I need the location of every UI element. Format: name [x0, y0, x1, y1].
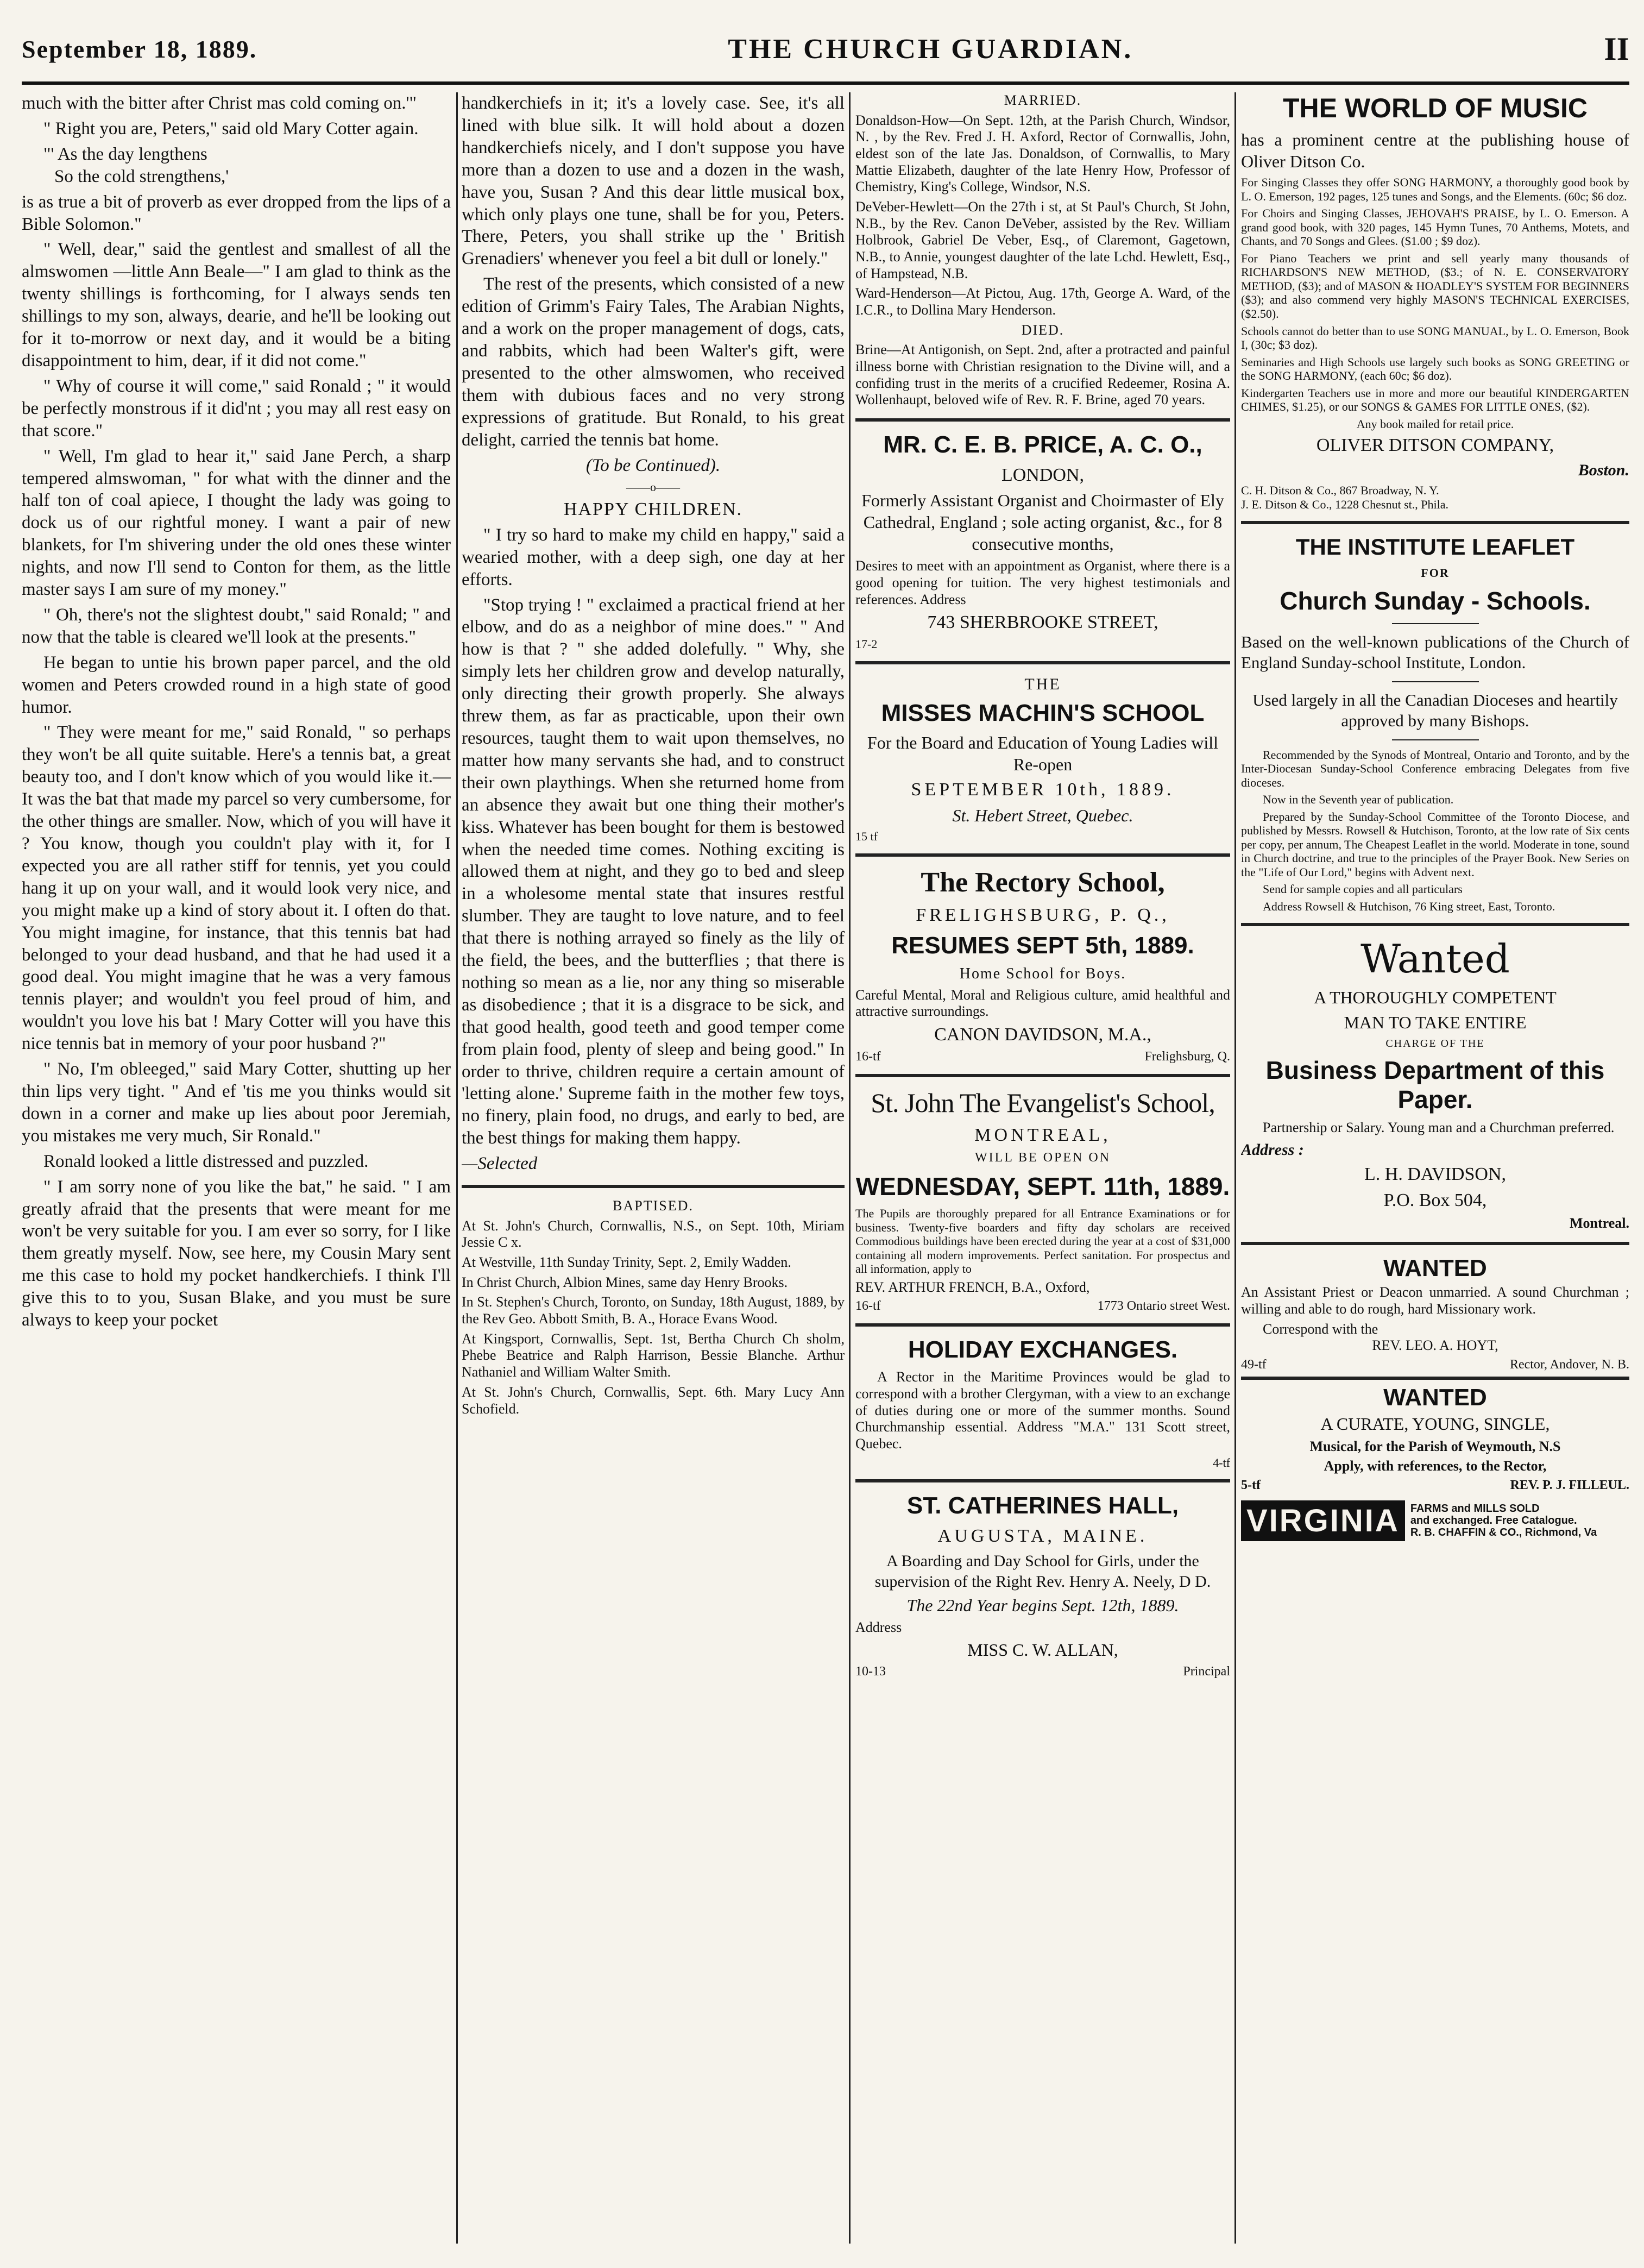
advert-text: A Boarding and Day School for Girls, under the supervision of the Right Rev. Henry A. Neely, D D. [874, 1552, 1211, 1591]
advert-contact: REV. P. J. FILLEUL. [1510, 1478, 1629, 1492]
advert-text: Used largely in all the Canadian Dioceses and heartily approved by many Bishops. [1252, 690, 1618, 731]
advert-box: P.O. Box 504, [1383, 1190, 1487, 1211]
wanted-business-advert [1241, 936, 1629, 1232]
story-paragraph: " Right you are, Peters," said old Mary Cotter again. [43, 118, 419, 139]
advert-footer [1241, 1478, 1629, 1493]
issue-date: September 18, 1889. [22, 35, 257, 63]
rectory-advert [855, 866, 1230, 1064]
advert-contact: CANON DAVIDSON, M.A., [934, 1025, 1151, 1045]
section-heading: MARRIED. [1004, 92, 1082, 108]
short-rule [1392, 623, 1479, 624]
section-heading: DIED. [1021, 322, 1064, 338]
advert-subtitle: WILL BE OPEN ON [974, 1151, 1111, 1165]
advert-title: VIRGINIA [1241, 1500, 1405, 1541]
notice-entry: DeVeber-Hewlett—On the 27th i st, at St Paul's Church, St John, N.B., by the Rev. Canon DeVeber, assisted by the Rev. William Holbrook, Gabriel De Veber, Esq., of Claremont, Gagetown, N.B., to Annie, youngest daughter of the late Lchd. Hewlett, Esq., of Hampstead, N.B. [855, 199, 1230, 281]
story-paragraph: " I try so hard to make my child en happy," said a wearied mother, with a deep sigh, one day at her efforts. [462, 525, 845, 589]
advert-code: 49-tf [1241, 1357, 1267, 1372]
notice-entry: Ward-Henderson—At Pictou, Aug. 17th, George A. Ward, of the I.C.R., to Dollina Mary Henderson. [855, 285, 1230, 318]
advert-text: For the Board and Education of Young Ladies will Re-open [867, 733, 1219, 774]
advert-date: RESUMES SEPT 5th, 1889. [891, 932, 1194, 959]
advert-place: FRELIGHSBURG, P. Q., [916, 904, 1170, 925]
advert-footer [855, 1050, 1230, 1064]
advert-code: 15 tf [855, 830, 878, 844]
story-paragraph: " I am sorry none of you like the bat," he said. " I am greatly afraid that the presents that were meant for me won't be very suitable for you. I am ever so sorry, for I like them greatly myself. Now, see here, my Cousin Mary sent me this case to hold my pocket handkerchiefs. I think I'll give this to to you, Susan Blake, and you must be sure always to keep your pocket [22, 1177, 451, 1330]
story-paragraph: Ronald looked a little distressed and puzzled. [43, 1151, 369, 1171]
advert-company: OLIVER DITSON COMPANY, [1316, 435, 1554, 456]
advert-line: MAN TO TAKE ENTIRE [1344, 1012, 1527, 1032]
story-paragraph: " Well, dear," said the gentlest and smallest of all the almswomen —little Ann Beale—" I am glad to think as the twenty shillings is forthcoming, for I always sends ten shillings to my son, always, dearie, and he'll be looking out for it to-morrow or next day, and it would be a biting disappointment to him, dear, if it did not come." [22, 240, 451, 370]
story-paragraph: He began to untie his brown paper parcel, and the old women and Peters crowded round in a high state of good humor. [22, 652, 451, 717]
section-rule [855, 1479, 1230, 1482]
story-paragraph: " No, I'm obleeged," said Mary Cotter, shutting up her thin lips very tight. " And ef 'tis me you thinks would sit down in a corner and make up lies about poor Jeremiah, you mistakes me very much, Sir Ronald." [22, 1059, 451, 1146]
notice-entry: At Kingsport, Cornwallis, Sept. 1st, Bertha Church Ch sholm, Phebe Beatrice and Ralph Harrison, Bessie Blanche. Arthur Nathaniel and William Walter Smith. [462, 1330, 845, 1380]
advert-code: 16-tf [855, 1050, 881, 1064]
advert-subtitle: Business Department of this Paper. [1265, 1056, 1605, 1114]
section-rule [855, 1323, 1230, 1327]
advert-address-label: Address : [1241, 1140, 1304, 1159]
advert-lead: has a prominent centre at the publishing house of Oliver Ditson Co. [1241, 130, 1629, 171]
advert-text: Based on the well-known publications of the Church of England Sunday-school Institute, London. [1241, 632, 1629, 673]
advert-title: MR. C. E. B. PRICE, A. C. O., [883, 431, 1202, 458]
advert-footer [855, 1299, 1230, 1314]
story-paragraph: is as true a bit of proverb as ever dropped from the lips of a Bible Solomon." [22, 192, 451, 234]
wanted-curate-advert [1241, 1384, 1629, 1493]
section-rule [1241, 923, 1629, 926]
advert-text: Formerly Assistant Organist and Choirmaster of Ely Cathedral, England ; sole acting organist, &c., for 8 consecutive months, [861, 491, 1224, 554]
story-paragraph: handkerchiefs in it; it's a lovely case. See, it's all lined with blue silk. It will hold about a dozen handkerchiefs nicely, and I don't suppose you have more than a dozen to use and a dozen in the wash, have you, Susan ? And this dear little musical box, which only plays one tune, shall be for you, Peters. There, Peters, you shall strike up the ' British Grenadiers' whenever you feel a bit dull or lonely." [462, 93, 845, 269]
advert-kicker: THE [1024, 675, 1061, 693]
column-4 [1241, 92, 1629, 2244]
virginia-advert [1241, 1500, 1629, 1541]
section-heading: BAPTISED. [613, 1198, 694, 1214]
advert-city: LONDON, [1001, 465, 1085, 486]
advert-footer [855, 1664, 1230, 1679]
article-source: —Selected [462, 1154, 538, 1174]
short-rule [1392, 681, 1479, 682]
advert-footer [1241, 1358, 1629, 1372]
holiday-advert [855, 1336, 1230, 1469]
advert-title: St. John The Evangelist's School, [871, 1088, 1215, 1119]
advert-text: An Assistant Priest or Deacon unmarried. A sound Churchman ; willing and able to do rough, hard Missionary work. [1241, 1284, 1629, 1317]
advert-item: For Piano Teachers we print and sell yearly many thousands of RICHARDSON'S NEW METHOD, ($3.; of N. E. CONSERVATORY METHOD, ($3); and of MASON & HOADLEY'S SYSTEM FOR BEGINNERS ($3); and also commend very highly MASON'S TECHNICAL EXERCISES, ($2.50). [1241, 251, 1629, 321]
advert-city: Montreal. [1570, 1215, 1629, 1232]
section-rule [1241, 1242, 1629, 1245]
verse-line: So the cold strengthens,' [54, 166, 229, 186]
advert-item: For Choirs and Singing Classes, JEHOVAH'S PRAISE, by L. O. Emerson. A grand good book, with 320 pages, 145 Hymn Tunes, 70 Anthems, Motets, and Chants, and 70 Songs and Glees. ($1.00 ; $9 doz). [1241, 206, 1629, 248]
advert-city: MONTREAL, [974, 1125, 1111, 1146]
advert-place: AUGUSTA, MAINE. [937, 1526, 1148, 1547]
machin-advert [855, 674, 1230, 844]
advert-contact: REV. LEO. A. HOYT, [1372, 1337, 1498, 1354]
short-rule [1392, 739, 1479, 740]
advert-city: Boston. [1578, 461, 1629, 480]
advert-item: Schools cannot do better than to use SONG MANUAL, by L. O. Emerson, Book I, (30c; $3 doz). [1241, 324, 1629, 352]
notice-entry: At Westville, 11th Sunday Trinity, Sept. 2, Emily Wadden. [462, 1254, 791, 1271]
newspaper-page [22, 16, 1629, 2254]
stjohn-advert [855, 1087, 1230, 1314]
advert-item: Any book mailed for retail price. [1356, 417, 1514, 431]
advert-title: ST. CATHERINES HALL, [906, 1492, 1179, 1519]
story-paragraph: The rest of the presents, which consisted of a new edition of Grimm's Fairy Tales, The Arabian Nights, and a work on the proper management of dogs, cats, and rabbits, which had been Walter's gift, were presented to the other almswomen, who received them with dubious faces and no very strong expressions of gratitude. But Ronald, to his great delight, carried the tennis bat home. [462, 274, 845, 450]
advert-line: Apply, with references, to the Rector, [1324, 1458, 1547, 1474]
column-3 [855, 92, 1230, 2244]
advert-item: Kindergarten Teachers use in more and more our beautiful KINDERGARTEN CHIMES, $1.25), or our SONGS & GAMES FOR LITTLE ONES, ($2). [1241, 386, 1629, 414]
advert-fine: Send for sample copies and all particulars [1263, 882, 1463, 896]
advert-line: A CURATE, YOUNG, SINGLE, [1320, 1413, 1550, 1434]
story-paragraph: " Well, I'm glad to hear it," said Jane Perch, a sharp tempered almswoman, " for what with the dinner and the half ton of coal apiece, I thought the lady was going to dock us of our rightful money. I want a pair of new blankets, for I'm shivering under the old ones these winter nights, and now I'll send to Conton for them, as the little master says I am sure of my money." [22, 446, 451, 600]
advert-text: The Pupils are thoroughly prepared for all Entrance Examinations or for business. Twenty-five boarders and fifty day scholars are received Commodious buildings have been erected during the year at a cost of $31,000 containing all modern improvements. Perfect sanitation. For prospectus and all information, apply to [855, 1207, 1230, 1276]
advert-subtitle: Home School for Boys. [959, 965, 1126, 982]
verse-line: "' As the day lengthens [43, 144, 207, 164]
notice-entry: In Christ Church, Albion Mines, same day Henry Brooks. [462, 1274, 788, 1290]
story-paragraph: "Stop trying ! " exclaimed a practical friend at her elbow, and do as a neighbor of mine does." " And how is that ? " she added dolefully. " Why, she simply lets her children grow and develop naturally, only directing their growth properly. She always threw them, as far as practicable, upon their own resources, taught them to wait upon themselves, no matter how many servants she had, and to construct their own playthings. When she returned home from an absence they await but one thing their mother's kiss. Whatever has been bought for them is bestowed when the needed time comes. Nothing exciting is allowed them at night, and they go to bed and sleep in a wholesome mental state that insures restful slumber. They are taught to love nature, and to feel that there is nothing arrayed so finely as the lily of the field, the bees, and the butterflies ; that there is nothing so mean as a lie, nor any thing so miserable as disobedience ; that it is a disgrace to be sick, and that good health, good teeth and good temper come from plain food, plenty of sleep and being good." In order to thrive, children require a certain amount of 'letting alone.' Supreme faith in the mother few toys, no finery, plain food, no drugs, and early to bed, are the best things for making them happy. [462, 595, 845, 1148]
advert-line: CHARGE OF THE [1385, 1037, 1485, 1050]
advert-address: St. Hebert Street, Quebec. [952, 805, 1133, 825]
paper-title: THE CHURCH GUARDIAN. [728, 33, 1133, 65]
advert-text: Careful Mental, Moral and Religious culture, amid healthful and attractive surroundings. [855, 987, 1230, 1020]
notice-entry: At St. John's Church, Cornwallis, N.S., on Sept. 10th, Miriam Jessie C x. [462, 1217, 845, 1251]
advert-line: and exchanged. Free Catalogue. [1410, 1515, 1577, 1527]
story-paragraph: much with the bitter after Christ mas cold coming on.'" [22, 93, 417, 113]
notice-entry: Donaldson-How—On Sept. 12th, at the Parish Church, Windsor, N. , by the Rev. Fred J. H. Axford, Rector of Cornwallis, John, eldest son of the late Jas. Donaldson, of Cornwallis, to Mary Mattie Elizabeth, daughter of the late Henry How, Professor of Chemistry, King's College, Windsor, N.S. [855, 112, 1230, 195]
advert-date: WEDNESDAY, SEPT. 11th, 1889. [855, 1172, 1230, 1201]
advert-text: Desires to meet with an appointment as Organist, where there is a good opening for tuition. The very highest testimonials and references. Address [855, 558, 1230, 607]
advert-role: Principal [1183, 1664, 1230, 1679]
column-rule [849, 92, 851, 2244]
continued-note: (To be Continued). [585, 455, 721, 475]
advert-address: 1773 Ontario street West. [1097, 1299, 1230, 1314]
advert-title: MISSES MACHIN'S SCHOOL [881, 700, 1205, 727]
advert-title: HOLIDAY EXCHANGES. [908, 1336, 1178, 1364]
advert-title: THE INSTITUTE LEAFLET [1295, 534, 1575, 560]
notice-entry: At St. John's Church, Cornwallis, Sept. 6th. Mary Lucy Ann Schofield. [462, 1384, 845, 1417]
advert-title: WANTED [1383, 1384, 1487, 1411]
advert-subtitle: Church Sunday - Schools. [1280, 586, 1591, 615]
advert-text [1410, 1503, 1597, 1538]
wanted-priest-advert [1241, 1255, 1629, 1372]
section-rule [855, 853, 1230, 857]
advert-title: Wanted [1360, 936, 1510, 982]
page-header [22, 16, 1629, 85]
advert-code: 4-tf [1213, 1455, 1230, 1469]
advert-fine: Address Rowsell & Hutchison, 76 King street, East, Toronto. [1263, 899, 1555, 913]
story-paragraph: " They were meant for me," said Ronald, " so perhaps they won't be all quite suitable. Here's a tennis bat, a great beauty too, and I don't know which of you would like it.— It was the bat that made my parcel so very cumbersome, for the other things are smaller. Now, which of you will have it ? You know, though you couldn't play with it, for I expected you are all rather stiff for tennis, yet you could hang it up on your wall, and it would look very nice, and you might make up a kind of story about it. I often do that. You might imagine, for instance, that this tennis bat had belonged to your dead husband, and that he had used it a good deal. You might imagine that he was a very famous tennis player; and wouldn't you feel proud of him, and wouldn't you love his bat ! Mary Cotter will you have this nice tennis bat in memory of your poor husband ?" [22, 723, 451, 1054]
advert-fine: Prepared by the Sunday-School Committee of the Toronto Diocese, and published by Messrs. Rowsell & Hutchison, Toronto, at the low rate of Six cents per copy, per annum, The Cheapest Leaflet in the world. Moderate in tone, sound in Church doctrine, and true to the principles of the Prayer Book. New Series on the "Life of Our Lord," begins with Advent next. [1241, 809, 1629, 879]
advert-code: 16-tf [855, 1299, 881, 1314]
advert-date: The 22nd Year begins Sept. 12th, 1889. [906, 1595, 1179, 1615]
advert-text: Partnership or Salary. Young man and a Churchman preferred. [1263, 1120, 1615, 1136]
advert-fine: Recommended by the Synods of Montreal, Ontario and Toronto, and by the Inter-Diocesan Sunday-School Conference embracing Delegates from five dioceses. [1241, 747, 1629, 789]
stcatherines-advert [855, 1492, 1230, 1679]
notice-entry: In St. Stephen's Church, Toronto, on Sunday, 18th August, 1889, by the Rev Geo. Abbott Smith, B. A., Horace Evans Wood. [462, 1294, 845, 1327]
advert-line: R. B. CHAFFIN & CO., Richmond, Va [1410, 1526, 1597, 1539]
advert-item: For Singing Classes they offer SONG HARMONY, a thoroughly good book by L. O. Emerson, 192 pages, 125 tunes and Songs, and the Elements. (60c; $6 doz. [1241, 175, 1629, 203]
article-title: HAPPY CHILDREN. [563, 499, 743, 519]
advert-address: J. E. Ditson & Co., 1228 Chesnut st., Phila. [1241, 497, 1448, 511]
section-rule [855, 1074, 1230, 1077]
advert-address: 743 SHERBROOKE STREET, [927, 612, 1158, 633]
advert-line: A THOROUGHLY COMPETENT [1314, 988, 1557, 1008]
advert-text: A Rector in the Maritime Provinces would be glad to correspond with a brother Clergyman, with a view to an exchange of duties during one or more of the summer months. Sound Churchmanship essential. Address "M.A." 131 Scott street, Quebec. [855, 1369, 1230, 1452]
advert-contact: MISS C. W. ALLAN, [967, 1640, 1118, 1660]
advert-line: Musical, for the Parish of Weymouth, N.S [1309, 1438, 1561, 1454]
section-rule [855, 418, 1230, 422]
page-number: II [1604, 30, 1629, 67]
advert-code: 17-2 [855, 637, 878, 651]
column-rule [456, 92, 458, 2244]
price-advert [855, 431, 1230, 651]
advert-title: THE WORLD OF MUSIC [1282, 93, 1588, 123]
advert-contact: L. H. DAVIDSON, [1364, 1164, 1506, 1185]
section-rule [462, 1185, 845, 1188]
advert-title: The Rectory School, [921, 866, 1165, 898]
advert-contact: REV. ARTHUR FRENCH, B.A., Oxford, [855, 1279, 1090, 1295]
advert-for: FOR [1421, 566, 1450, 580]
advert-code: 10-13 [855, 1664, 886, 1679]
advert-address-label: Address [855, 1619, 902, 1636]
advert-line: FARMS and MILLS SOLD [1410, 1503, 1540, 1515]
music-advert [1241, 92, 1629, 511]
notice-entry: Brine—At Antigonish, on Sept. 2nd, after a protracted and painful illness borne with Christian resignation to the Divine will, and a confiding trust in the merits of a crucified Redeemer, Rosina A. Wollenhaupt, beloved wife of Rev. R. F. Brine, aged 70 years. [855, 342, 1230, 408]
institute-advert [1241, 534, 1629, 913]
advert-code: 5-tf [1241, 1478, 1261, 1492]
column-rule [1234, 92, 1236, 2244]
section-rule [855, 661, 1230, 664]
story-paragraph: " Oh, there's not the slightest doubt," said Ronald; " and now that the table is cleared we'll look at the presents." [22, 605, 451, 647]
advert-fine: Now in the Seventh year of publication. [1263, 793, 1454, 807]
section-rule [1241, 1377, 1629, 1380]
advert-address: C. H. Ditson & Co., 867 Broadway, N. Y. [1241, 483, 1439, 498]
advert-town: Frelighsburg, Q. [1144, 1050, 1230, 1064]
advert-item: Seminaries and High Schools use largely such books as SONG GREETING or the SONG HARMONY, (each 60c; $6 doz). [1241, 355, 1629, 383]
section-separator: ——o—— [626, 480, 680, 494]
advert-date: SEPTEMBER 10th, 1889. [911, 780, 1175, 800]
advert-text: Correspond with the [1263, 1321, 1378, 1337]
section-rule [1241, 521, 1629, 524]
column-1 [22, 92, 451, 2244]
story-paragraph: " Why of course it will come," said Ronald ; " it would be perfectly monstrous if it did'nt ; you may all rest easy on that score." [22, 376, 451, 441]
advert-role: Rector, Andover, N. B. [1509, 1357, 1629, 1372]
column-2 [462, 92, 845, 2244]
advert-title: WANTED [1383, 1255, 1487, 1282]
